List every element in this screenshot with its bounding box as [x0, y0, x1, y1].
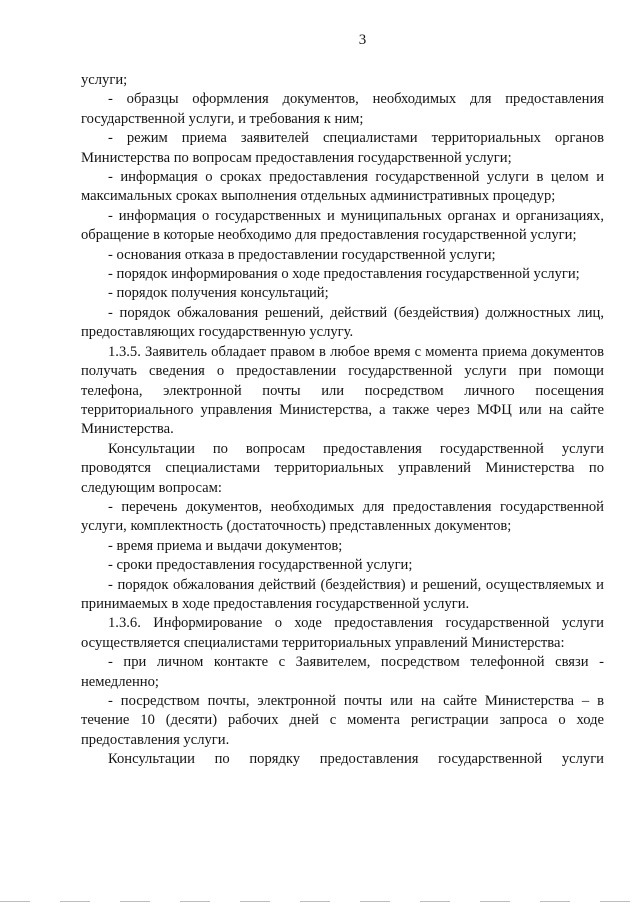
paragraph: - порядок обжалования действий (бездействия) и решений, осуществляемых и принимаемых в ходе предоставления государственной услуги.: [81, 576, 604, 612]
paragraph: - при личном контакте с Заявителем, посредством телефонной связи - немедленно;: [81, 654, 604, 690]
paragraph: - основания отказа в предоставлении государственной услуги;: [108, 246, 496, 263]
paragraph: - время приема и выдачи документов;: [108, 537, 343, 554]
paragraph: 1.3.6. Информирование о ходе предоставления государственной услуги осуществляется специалистами территориальных управлений Министерства:: [81, 615, 604, 651]
paragraph: - посредством почты, электронной почты или на сайте Министерства – в течение 10 (десяти) рабочих дней с момента регистрации запроса о ходе предоставления услуги.: [81, 693, 604, 748]
scan-edge-line: [0, 901, 640, 902]
document-body: [81, 71, 604, 770]
paragraph: - режим приема заявителей специалистами территориальных органов Министерства по вопросам предоставления государственной услуги;: [81, 130, 604, 166]
paragraph: Консультации по вопросам предоставления государственной услуги проводятся специалистами территориальных управлений Министерства по следующим вопросам:: [81, 440, 604, 496]
page-number: 3: [358, 32, 367, 48]
paragraph: - информация о государственных и муниципальных органах и организациях, обращение в которые необходимо для предоставления государственной услуги;: [81, 207, 604, 244]
paragraph: 1.3.5. Заявитель обладает правом в любое время с момента приема документов получать сведения о предоставлении государственной услуги при помощи телефона, электронной почты или посредством личного посещения территориального управления Министерства, а также через МФЦ или на сайте Министерства.: [81, 343, 604, 438]
paragraph: - порядок информирования о ходе предоставления государственной услуги;: [108, 266, 580, 283]
paragraph: - образцы оформления документов, необходимых для предоставления государственной услуги, и требования к ним;: [81, 91, 604, 127]
paragraph: - сроки предоставления государственной услуги;: [108, 557, 413, 574]
paragraph: - порядок получения консультаций;: [108, 285, 329, 302]
paragraph: Консультации по порядку предоставления государственной услуги: [108, 751, 604, 768]
paragraph: - порядок обжалования решений, действий (бездействия) должностных лиц, предоставляющих государственную услугу.: [81, 304, 604, 341]
paragraph: услуги;: [81, 72, 128, 88]
paragraph: - перечень документов, необходимых для предоставления государственной услуги, комплектность (достаточность) представленных документов;: [81, 498, 604, 535]
paragraph: - информация о сроках предоставления государственной услуги в целом и максимальных сроках выполнения отдельных административных процедур;: [81, 169, 604, 205]
